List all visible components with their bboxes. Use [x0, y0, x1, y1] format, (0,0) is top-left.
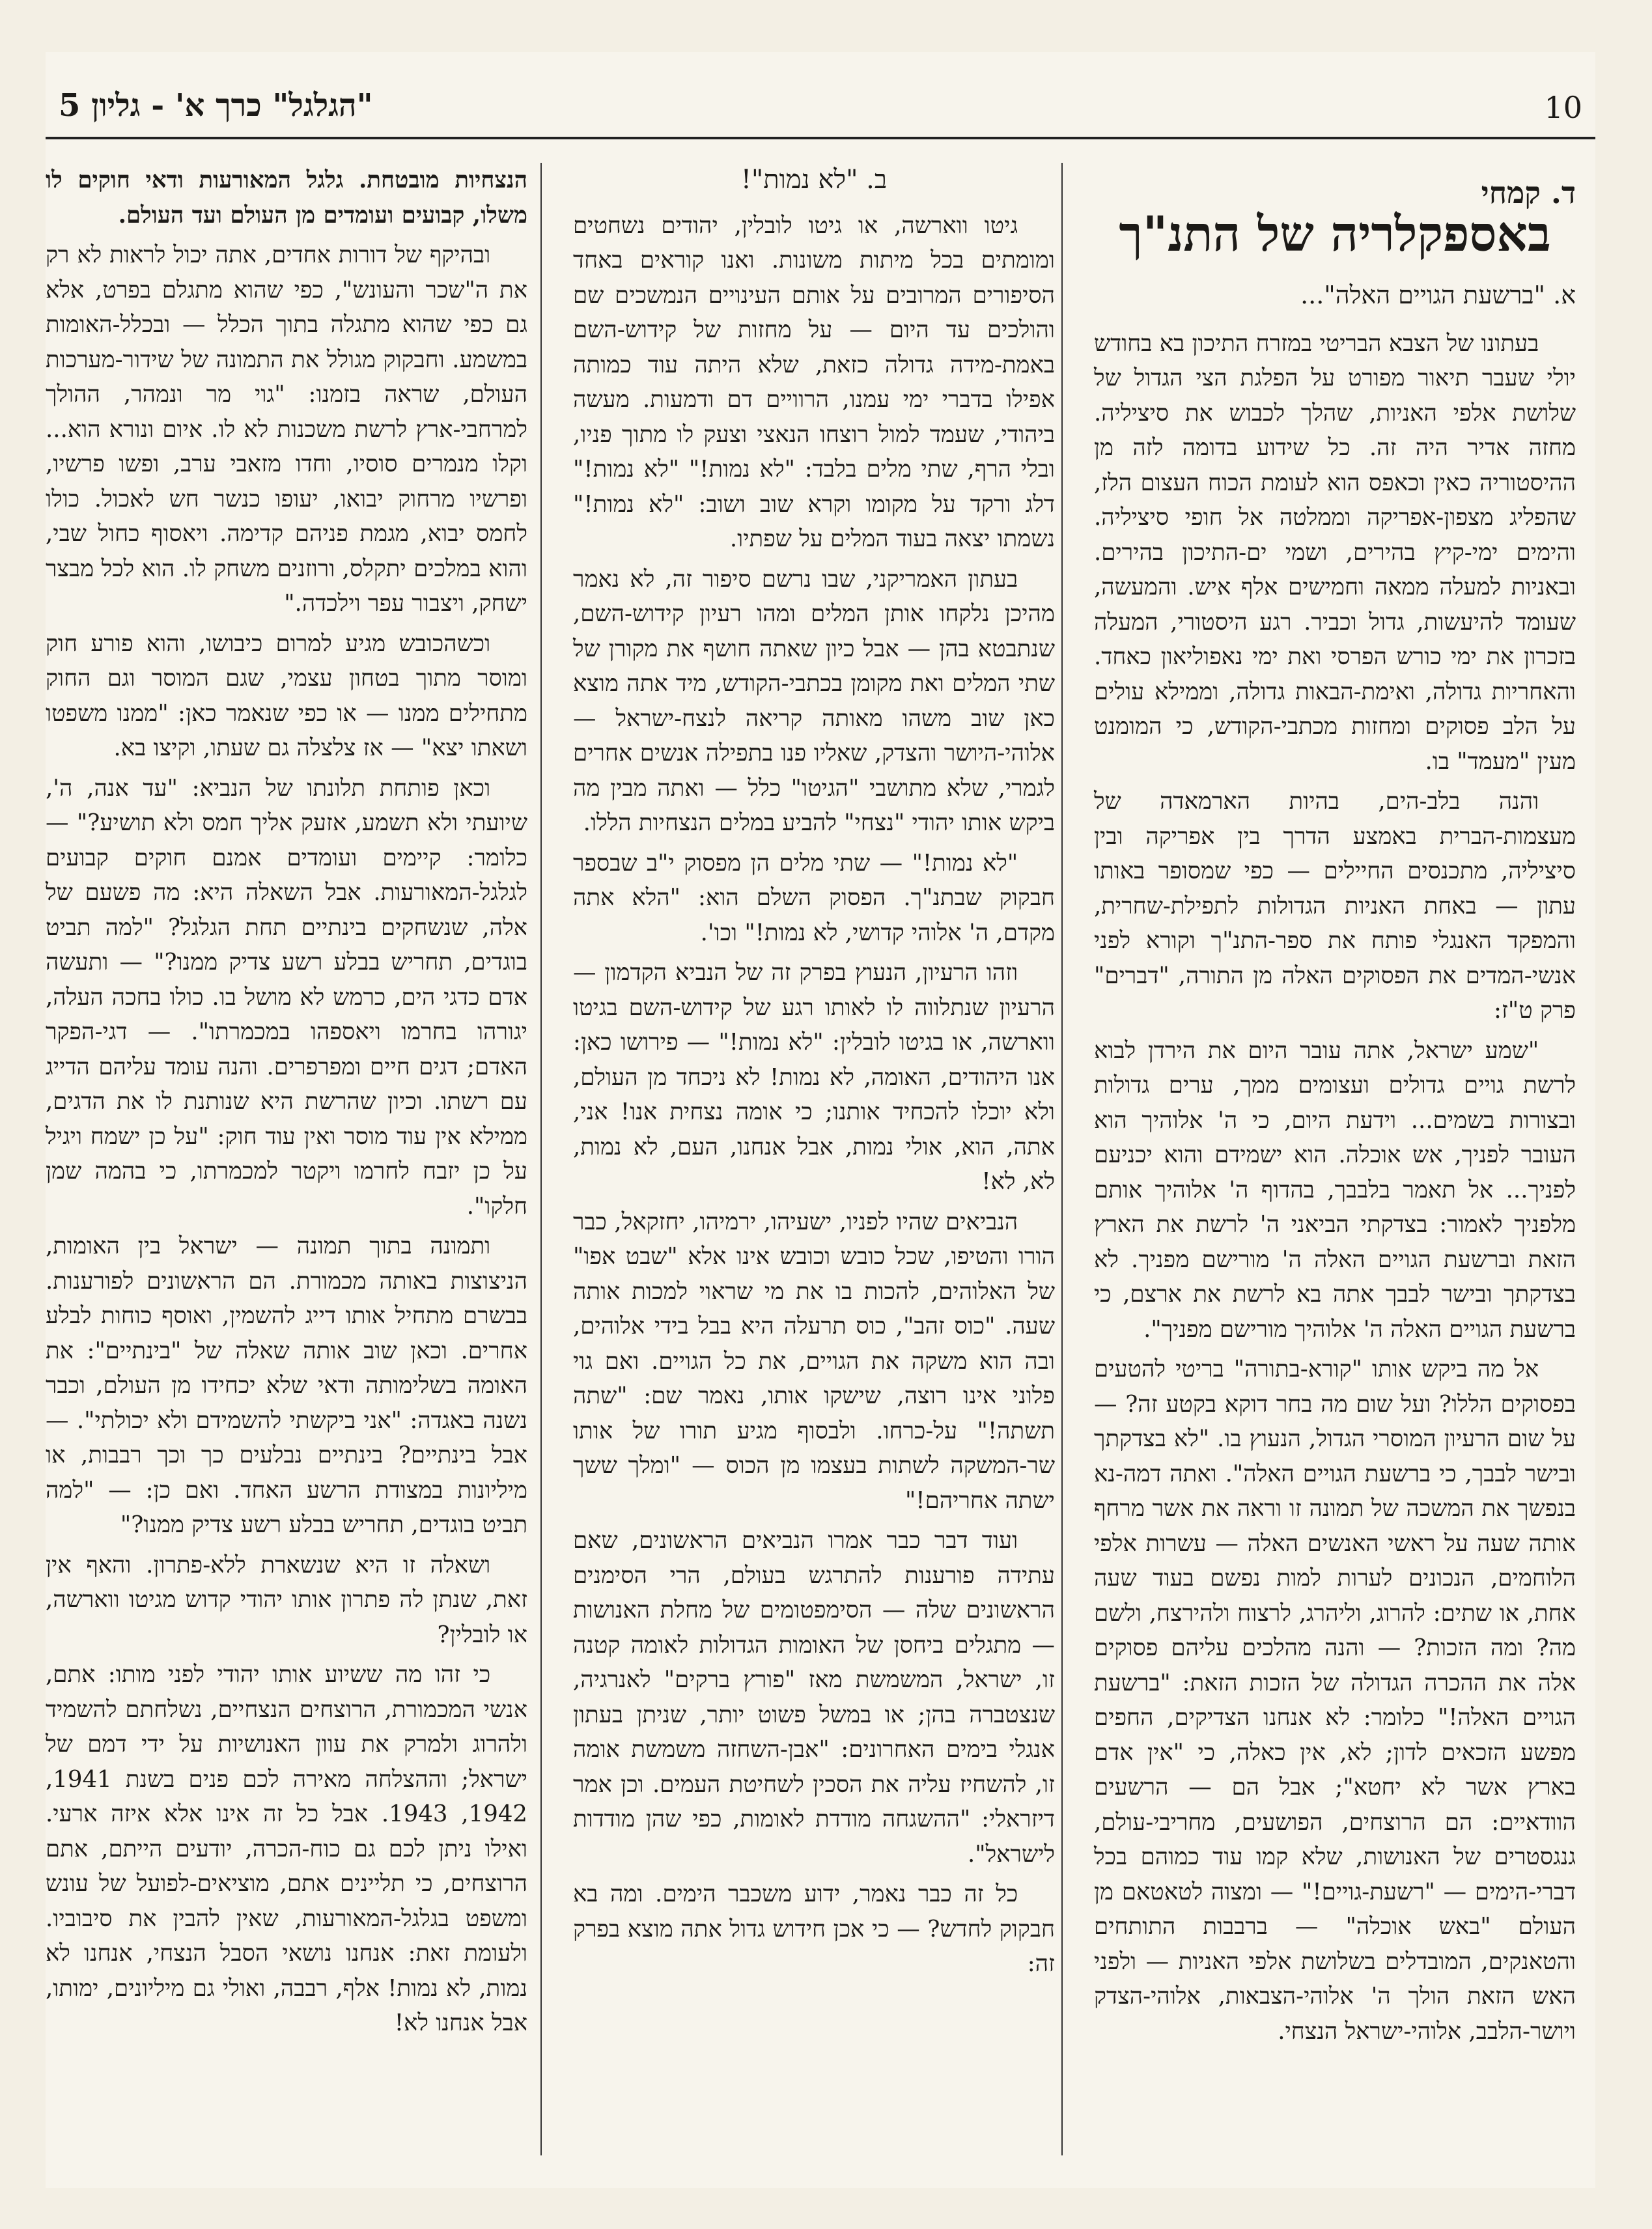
paragraph: וכשהכובש מגיע למרום כיבושו, והוא פורע חוק ומוסר מתוך בטחון עצמי, שגם המוסר וגם החוק מתחילים ממנו — או כפי שנאמר כאן: "ממנו משפטו ושאתו יצא" — אז צלצלה גם שעתו, וקיצו בא. [46, 630, 527, 761]
paragraph: בעתונו של הצבא הבריטי במזרח התיכון בא בחודש יולי שעבר תיאור מפורט על הפלגת הצי הגדול של שלושת אלפי האניות, שהלך לכבוש את סיציליה. מחזה אדיר היה זה. כל שידוע בדומה לזה מן ההיסטוריה כאין וכאפס הוא לעומת הכוח העצום הלז, שהפליג מצפון-אפריקה וממלטה אל חופי סיציליה. והימים ימי-קיץ בהירים, ושמי ים-התיכון בהירים. ובאניות למעלה ממאה וחמישים אלף איש. והמעשה, שעומד להיעשות, גדול וכביר. רגע היסטורי, המעלה בזכרון את ימי כורש הפרסי ואת ימי נאפוליאון כאחד. והאחריות גדולה, ואימת-הבאות גדולה, וממילא עולים על הלב פסוקים ומחזות מכתבי-הקודש, כי המומנט מעין "מעמד" בו. [1094, 329, 1576, 775]
column-divider [1061, 163, 1063, 2155]
paragraph: בעתון האמריקני, שבו נרשם סיפור זה, לא נאמר מהיכן נלקחו אותן המלים ומהו רעיון קידוש-השם, שנתבטא בהן — אבל כיון שאתה חושף את מקורן של שתי המלים ואת מקומן בכתבי-הקודש, מיד אתה מוצא כאן שוב משהו מאותה קריאה לנצח-ישראל — אלוהי-היושר והצדק, שאליו פנו בתפילה אנשים אחרים לגמרי, שלא מתושבי "הגיטו" כלל — ואתה מבין מה ביקש אותו יהודי "נצחי" להביע במלים הנצחיות הללו. [573, 565, 1055, 836]
paragraph: ועוד דבר כבר אמרו הנביאים הראשונים, שאם עתידה פורענות להתרגש בעולם, הרי הסימנים הראשונים שלה — הסימפטומים של מחלת האנושות — מתגלים ביחסן של האומות הגדולות לאומה קטנה זו, ישראל, המשמשת מאז "פורץ ברקים" לאנרגיה, שנצטברה בהן; או במשל פשוט יותר, שניתן בעתון אנגלי בימים האחרונים: "אבן-השחזה משמשת אומה זו, להשחיז עליה את הסכין לשחיטת העמים. וכן אמר דיזראלי: "ההשגחה מודדת לאומות, כפי שהן מודדות לישראל". [573, 1527, 1055, 1868]
page-header [46, 78, 1595, 139]
paragraph: גיטו ווארשה, או גיטו לובלין, יהודים נשחטים ומומתים בכל מיתות משונות. ואנו קוראים באחד הסיפורים המרובים על אותם העינויים הנמשכים שם והולכים עד היום — על מחזות של קידוש-השם באמת-מידה גדולה כזאת, שלא היתה עוד כמותה אפילו בדברי ימי עמנו, הרוויים דם ודמעות. מעשה ביהודי, שעמד למול רוצחו הנאצי וצעק לו מתוך פניו, ובלי הרף, שתי מלים בלבד: "לא נמות!" "לא נמות!" דלג ורקד על מקומו וקרא שוב ושוב: "לא נמות!" נשמתו יצאה בעוד המלים על שפתיו. [573, 212, 1055, 552]
paragraph: כי זהו מה ששיוע אותו יהודי לפני מותו: אתם, אנשי המכמורת, הרוצחים הנצחיים, נשלחתם להשמיד ולהרוג ולמרק את עוון האנושיות על ידי דמם של ישראל; וההצלחה מאירה לכם פנים בשנת 1941, 1942, 1943. אבל כל זה אינו אלא איזה ארעי. ואילו ניתן לכם גם כוח-הכרה, יודעים הייתם, אתם הרוצחים, כי תליינים אתם, מוציאים-לפועל של עונש ומשפט בגלגל-המאורעות, שאין להבין את סיבוביו. ולעומת זאת: אנחנו נושאי הסבל הנצחי, אנחנו לא נמות, לא נמות! אלף, רבבה, ואולי גם מיליונים, ימותו, אבל אנחנו לא! [46, 1661, 528, 2036]
article-author: ד. קמחי [1481, 175, 1576, 210]
column-middle [573, 163, 1055, 1987]
paragraph: "שמע ישראל, אתה עובר היום את הירדן לבוא לרשת גויים גדולים ועצומים ממך, ערים גדולות ובצורות בשמים... וידעת היום, כי ה' אלוהיך הוא העובר לפניך, אש אוכלה. הוא ישמידם והוא יכניעם לפניך... אל תאמר בלבבך, בהדוף ה' אלוהיך אותם מלפניך לאמור: בצדקתי הביאני ה' לרשת את הארץ הזאת וברשעת הגויים האלה ה' מורישם מפניך. לא בצדקתך ובישר לבבך אתה בא לרשת את ארצם, כי ברשעת הגויים האלה ה' אלוהיך מורישם מפניך". [1094, 1037, 1576, 1343]
paragraph: ובהיקף של דורות אחדים, אתה יכול לראות לא רק את ה"שכר והעונש", כפי שהוא מתגלם בפרט, אלא גם כפי שהוא מתגלה בתוך הכלל — ובכלל-האומות במשמע. וחבקוק מגולל את התמונה של שידור-מערכות העולם, שראה בזמנו: "גוי מר ונמהר, ההולך למרחבי-ארץ לרשת משכנות לא לו. איום ונורא הוא... וקלו מנמרים סוסיו, וחדו מזאבי ערב, ופשו פרשיו, ופרשיו מרחוק יבואו, יעופו כנשר חש לאכול. כולו לחמס יבוא, מגמת פניהם קדימה. ויאסוף כחול שבי, והוא במלכים יתקלס, ורוזנים משחק לו. הוא לכל מבצר ישחק, ויצבור עפר וילכדה." [46, 242, 527, 617]
paragraph: ותמונה בתוך תמונה — ישראל בין האומות, הניצוצות באותה מכמורת. הם הראשונים לפורענות. בבשרם מתחיל אותו דייג להשמין, ואוסף כוחות לבלע אחרים. וכאן שוב אותה שאלה של "בינתיים": את האומה בשלימותה ודאי שלא יכחידו מן העולם, וכבר נשנה באגדה: "אני ביקשתי להשמידם ולא יכולתי". — אבל בינתיים? בינתיים נבלעים כך וכך רבבות, או מיליונות במצודת הרשע האחד. ואם כן: — "למה תביט בוגדים, תחריש בבלע רשע צדיק ממנו?" [46, 1233, 527, 1538]
paragraph: הנצחיות מובטחת. גלגל המאורעות ודאי חוקים לו משלו, קבועים ועומדים מן העולם ועד העולם. [46, 167, 527, 229]
paragraph: והנה בלב-הים, בהיות הארמאדה של מעצמות-הברית באמצע הדרך בין אפריקה ובין סיציליה, מתכנסים החיילים — כפי שמסופר באותו עתון — באחת האניות הגדולות לתפילת-שחרית, והמפקד האנגלי פותח את ספר-התנ"ך וקורא לפני אנשי-המדים את הפסוקים האלה מן התורה, "דברים" פרק ט"ז: [1094, 788, 1576, 1024]
column-right [1094, 163, 1576, 2054]
section-b-heading: ב. "לא נמות"! [740, 165, 888, 195]
newspaper-page [46, 52, 1595, 2188]
article-title: באספקלריה של התנ"ך [1119, 206, 1551, 262]
paragraph: אל מה ביקש אותו "קורא-בתורה" בריטי להטעים בפסוקים הללו? ועל שום מה בחר דוקא בקטע זה? — על שום הרעיון המוסרי הגדול, הנעוץ בו. "לא בצדקתך ובישר לבבך, כי ברשעת הגויים האלה". ואתה דמה-נא בנפשך את המשכה של תמונה זו וראה את אשר מרחף אותה שעה על ראשי האנשים האלה — עשרות אלפי הלוחמים, הנכונים לערות למות נפשם בעוד שעה אחת, או שתים: להרוג, וליהרג, לרצוח ולהירצח, ולשם מה? ומה הזכות? — והנה מהלכים עליהם פסוקים אלה את ההכרה הגדולה של הזכות הזאת: "ברשעת הגויים האלה!" כלומר: לא אנחנו הצדיקים, החפים מפשע הזכאים לדון; לא, אין כאלה, כי "אין אדם בארץ אשר לא יחטא"; אבל הם — הרשעים הוודאיים: הם הרוצחים, הפושעים, מחריבי-עולם, גנגסטרים של האנושות, שלא קמו עוד כמוהם בכל דברי-הימים — "רשעת-גויים!" — ומצוה לטאטאם מן העולם "באש אוכלה" — ברבבות התותחים והטאנקים, המובדלים בשלושת אלפי האניות — ולפני האש הזאת הולך ה' אלוהי-הצבאות, אלוהי-הצדק ויושר-הלבב, אלוהי-ישראל הנצחי. [1094, 1356, 1576, 2045]
paragraph: "לא נמות!" — שתי מלים הן מפסוק י"ב שבספר חבקוק שבתנ"ך. הפסוק השלם הוא: "הלא אתה מקדם, ה' אלוהי קדושי, לא נמות!" וכו'. [573, 849, 1055, 946]
issue-line: "הגלגל" כרך א' - גליון 5 [59, 87, 373, 124]
paragraph: וזהו הרעיון, הנעוץ בפרק זה של הנביא הקדמון — הרעיון שנתלווה לו לאותו רגע של קידוש-השם בגיטו ווארשה, או בגיטו לובלין: "לא נמות!" — פירושו כאן: אנו היהודים, האומה, לא נמות! לא ניכחד מן העולם, ולא יוכלו להכחיד אותנו; כי אומה נצחית אנו! אני, אתה, הוא, אולי נמות, אבל אנחנו, העם, לא נמות, לא, לא! [573, 959, 1055, 1195]
paragraph: כל זה כבר נאמר, ידוע משכבר הימים. ומה בא חבקוק לחדש? — כי אכן חידוש גדול אתה מוצא בפרק זה: [573, 1881, 1055, 1977]
paragraph: וכאן פותחת תלונתו של הנביא: "עד אנה, ה', שיועתי ולא תשמע, אזעק אליך חמס ולא תושיע?" — כלומר: קיימים ועומדים אמנם חוקים קבועים לגלגל-המאורעות. אבל השאלה היא: מה פשעם של אלה, שנשחקים בינתיים תחת הגלגל? "למה תביט בוגדים, תחריש בבלע רשע צדיק ממנו?" — ותעשה אדם כדגי הים, כרמש לא מושל בו. כולו בחכה העלה, יגורהו בחרמו ויאספהו במכמרתו". — דגי-הפקר האדם; דגים חיים ומפרפרים. והנה עומד עליהם הדייג עם רשתו. וכיון שהרשת היא שנותנת לו את הדגים, ממילא אין עוד מוסר ואין עוד חוק: "על כן ישמח ויגיל על כן יזבח לחרמו ויקטר למכמרתו, כי בהמה שמן חלקו". [46, 774, 527, 1220]
page-number: 10 [1544, 90, 1582, 125]
column-divider [540, 163, 542, 2155]
column-left [46, 163, 527, 2046]
section-a-heading: א. "ברשעת הגויים האלה"... [1300, 281, 1576, 309]
paragraph: הנביאים שהיו לפניו, ישעיהו, ירמיהו, יחזקאל, כבר הורו והטיפו, שכל כובש וכובש אינו אלא "שבט אפו" של האלוהים, להכות בו את מי שראוי למכות אותה שעה. "כוס זהב", כוס תרעלה היא בבל בידי אלוהים, ובה הוא משקה את הגויים, את כל הגויים. ואם גוי פלוני אינו רוצה, שישקו אותו, נאמר שם: "שתה תשתה!" על-כרחו. ולבסוף מגיע תורו של אותו שר-המשקה לשתות בעצמו מן הכוס — "ומלך ששך ישתה אחריהם!" [573, 1208, 1055, 1514]
paragraph: ושאלה זו היא שנשארת ללא-פתרון. והאף אין זאת, שנתן לה פתרון אותו יהודי קדוש מגיטו ווארשה, או לובלין? [46, 1551, 527, 1648]
